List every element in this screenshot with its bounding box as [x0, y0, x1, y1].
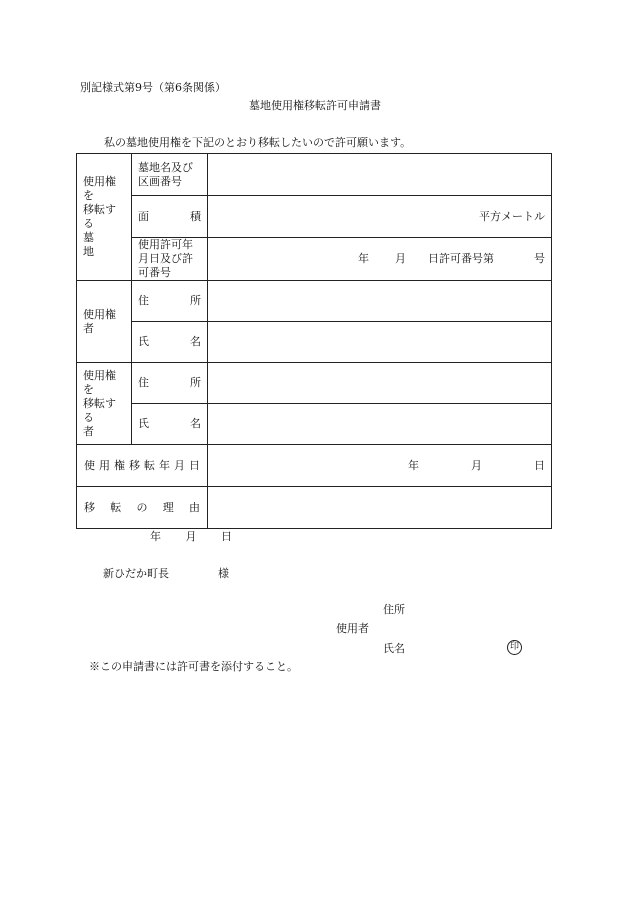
transfer-date-label: 使 用 権 移 転 年 月 日 — [77, 445, 208, 487]
table-row — [77, 487, 552, 529]
applicant-name-label: 氏名 — [383, 642, 405, 655]
transferee-name-label: 氏 名 — [132, 404, 208, 445]
area-label: 面 積 — [132, 196, 208, 238]
application-date: 年 月 日 — [150, 530, 232, 543]
grave-name-section-field[interactable] — [208, 154, 552, 196]
table-row — [77, 238, 552, 281]
intro-text: 私の墓地使用権を下記のとおり移転したいので許可願います。 — [104, 136, 412, 149]
area-field[interactable] — [208, 196, 552, 238]
grave-group-label: 使用権を 移転する 墓 地 — [77, 154, 132, 281]
grave-name-section-label: 墓地名及び区画番号 — [132, 154, 208, 196]
table-row — [77, 154, 552, 196]
transfer-date-field[interactable]: 年 月 日 — [208, 445, 552, 487]
transfer-reason-label: 移 転 の 理 由 — [77, 487, 208, 529]
transferee-address-label: 住 所 — [132, 363, 208, 404]
user-group-label: 使用権者 — [77, 281, 132, 363]
area-unit: 平方メートル — [479, 209, 545, 223]
transferee-name-field[interactable] — [208, 404, 552, 445]
user-address-label: 住 所 — [132, 281, 208, 322]
form-title: 墓地使用権移転許可申請書 — [249, 99, 381, 112]
table-row — [77, 404, 552, 445]
table-row — [77, 445, 552, 487]
user-name-field[interactable] — [208, 322, 552, 363]
permit-date-number-field[interactable]: 年 月 日許可番号第 号 — [208, 238, 552, 281]
user-address-field[interactable] — [208, 281, 552, 322]
attachment-note: ※この申請書には許可書を添付すること。 — [89, 660, 298, 673]
form-number-label: 別記様式第9号（第6条関係） — [80, 81, 226, 94]
transferee-group-label: 使用権を 移転する 者 — [77, 363, 132, 445]
table-row — [77, 281, 552, 322]
user-name-label: 氏 名 — [132, 322, 208, 363]
addressee: 新ひだか町長 — [103, 567, 169, 580]
applicant-label: 使用者 — [336, 622, 369, 635]
addressee-honorific: 様 — [218, 567, 229, 580]
table-row — [77, 363, 552, 404]
transferee-address-field[interactable] — [208, 363, 552, 404]
application-table — [76, 153, 552, 529]
applicant-address-label: 住所 — [383, 603, 405, 616]
table-row — [77, 322, 552, 363]
table-row — [77, 196, 552, 238]
permit-date-number-label: 使用許可年月日及び許可番号 — [132, 238, 208, 281]
seal-mark: 印 — [507, 640, 522, 655]
transfer-reason-field[interactable] — [208, 487, 552, 529]
